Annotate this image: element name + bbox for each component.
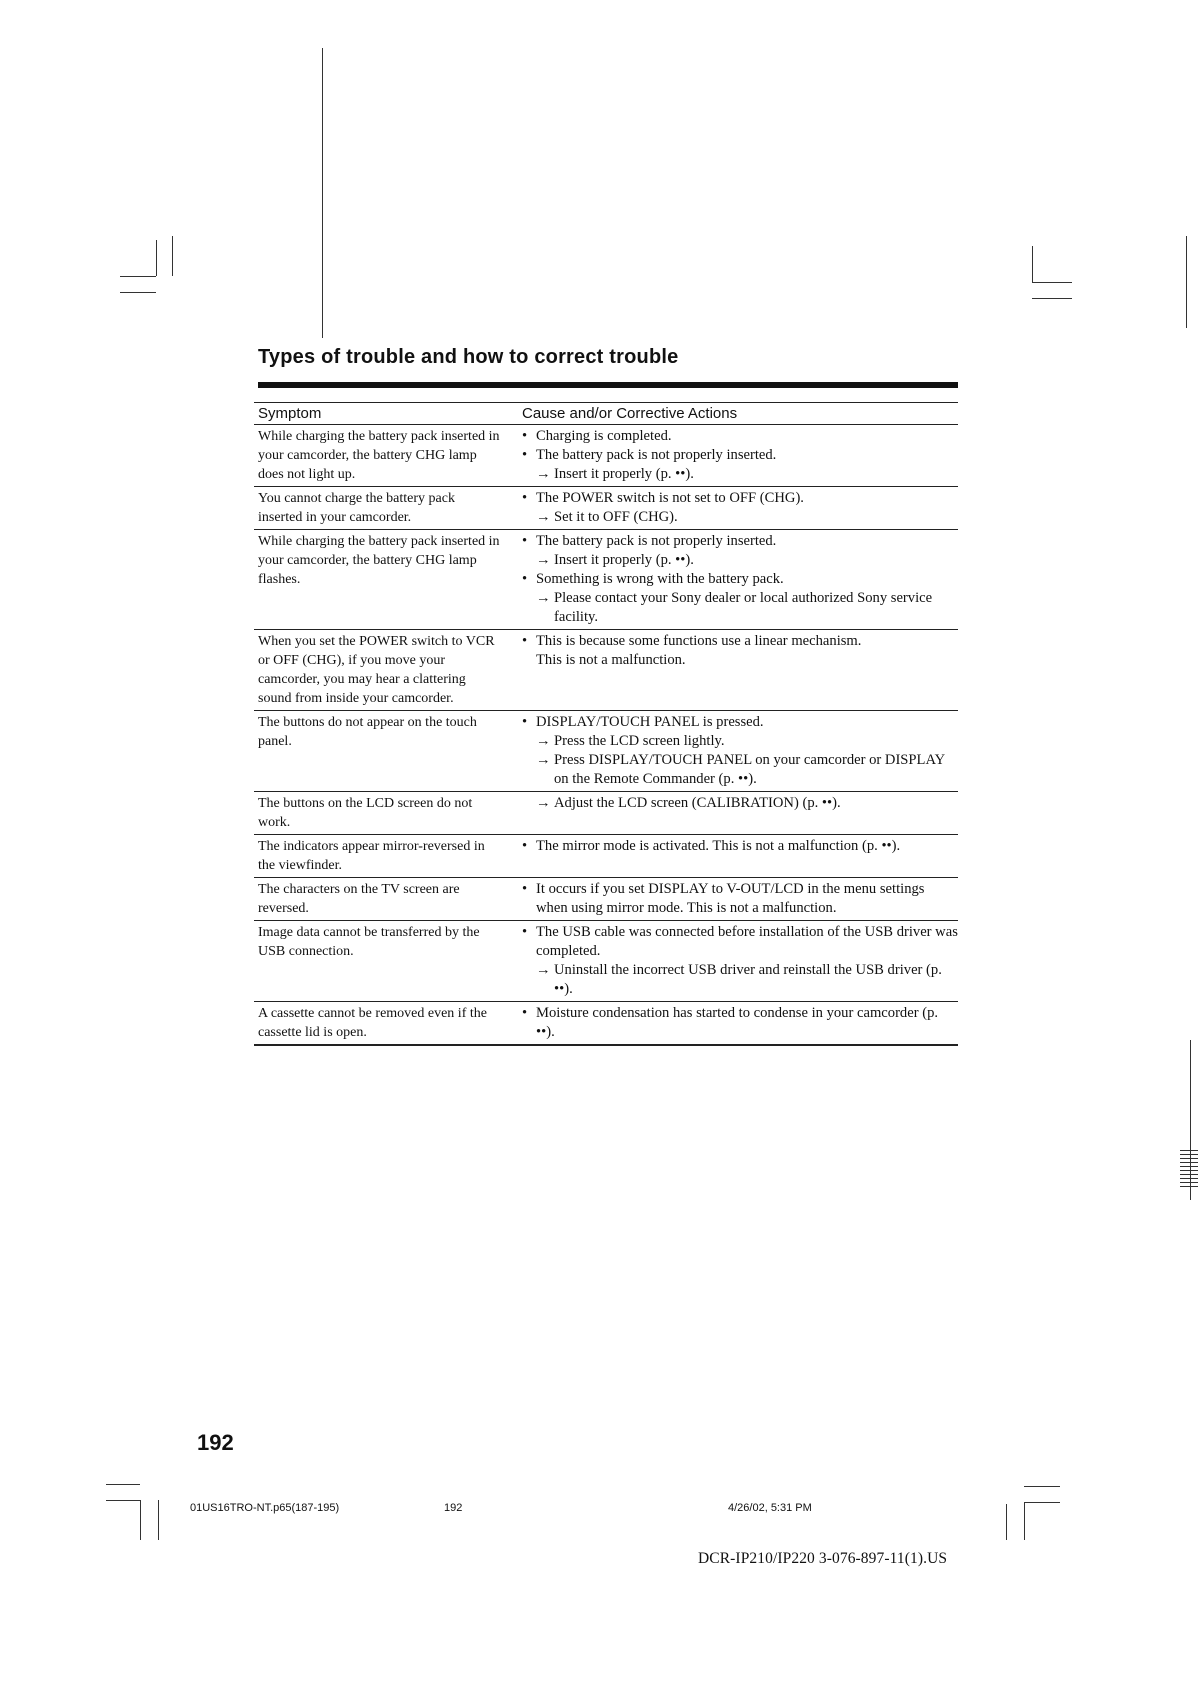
symptom-header: Symptom xyxy=(254,403,510,425)
symptom-cell: The characters on the TV screen are reversed. xyxy=(254,878,510,921)
cause-item xyxy=(522,713,958,732)
corrective-action xyxy=(522,465,958,484)
corrective-action xyxy=(522,589,958,627)
cause-cell xyxy=(510,835,958,878)
crop-mark xyxy=(120,276,156,277)
cause-text: DISPLAY/TOUCH PANEL is pressed. xyxy=(536,714,764,730)
cause-item xyxy=(522,570,958,589)
cause-cell xyxy=(510,630,958,711)
cause-cell xyxy=(510,1002,958,1046)
bullet-icon: • xyxy=(522,1005,528,1021)
crop-mark xyxy=(172,236,173,276)
crop-mark xyxy=(1024,1502,1060,1503)
cause-text: The battery pack is not properly inserted. xyxy=(536,533,777,549)
cause-text: The USB cable was connected before installation of the USB driver was completed. xyxy=(536,924,958,959)
symptom-cell: The buttons do not appear on the touch panel. xyxy=(254,711,510,792)
crop-mark xyxy=(1024,1502,1025,1540)
crop-mark xyxy=(156,240,157,276)
cause-item xyxy=(522,632,958,651)
footer-sheet-number: 192 xyxy=(444,1502,463,1514)
symptom-cell: While charging the battery pack inserted in your camcorder, the battery CHG lamp does not light up. xyxy=(254,425,510,487)
corrective-action xyxy=(522,551,958,570)
cause-text: This is because some functions use a linear mechanism. xyxy=(536,633,862,649)
title-rule xyxy=(258,382,958,388)
cause-text: Charging is completed. xyxy=(536,428,672,444)
table-row xyxy=(254,1002,958,1046)
table-row xyxy=(254,530,958,630)
crop-mark xyxy=(106,1500,140,1501)
cause-item xyxy=(522,446,958,465)
crop-mark xyxy=(140,1500,141,1540)
arrow-right-icon: → xyxy=(536,466,551,482)
crop-mark xyxy=(120,292,156,293)
cause-text: The mirror mode is activated. This is not a malfunction (p. ••). xyxy=(536,838,901,854)
cause-text: Set it to OFF (CHG). xyxy=(554,509,678,525)
cause-header: Cause and/or Corrective Actions xyxy=(510,403,958,425)
cause-cell xyxy=(510,711,958,792)
bullet-icon: • xyxy=(522,924,528,940)
symptom-cell: The buttons on the LCD screen do not work. xyxy=(254,792,510,835)
table-header-row xyxy=(254,403,958,425)
trouble-table-body xyxy=(254,425,958,1046)
cause-cell xyxy=(510,425,958,487)
arrow-right-icon: → xyxy=(536,590,551,606)
cause-cell xyxy=(510,878,958,921)
cause-cell xyxy=(510,921,958,1002)
registration-bar xyxy=(1180,1150,1198,1190)
crop-mark xyxy=(1024,1486,1060,1487)
corrective-action xyxy=(522,508,958,527)
crop-mark xyxy=(106,1484,140,1485)
table-row xyxy=(254,487,958,530)
page-title: Types of trouble and how to correct trouble xyxy=(258,346,679,368)
symptom-cell: When you set the POWER switch to VCR or OFF (CHG), if you move your camcorder, you may hear a clattering sound from inside your camcorder. xyxy=(254,630,510,711)
arrow-right-icon: → xyxy=(536,509,551,525)
arrow-right-icon: → xyxy=(536,733,551,749)
cause-text: Press the LCD screen lightly. xyxy=(554,733,725,749)
crop-mark xyxy=(1032,246,1033,282)
crop-mark xyxy=(1032,282,1072,283)
cause-text: Insert it properly (p. ••). xyxy=(554,552,694,568)
cause-cell xyxy=(510,530,958,630)
cause-item xyxy=(522,427,958,446)
bullet-icon: • xyxy=(522,571,528,587)
crop-mark xyxy=(158,1500,159,1540)
cause-text: Something is wrong with the battery pack. xyxy=(536,571,784,587)
cause-text: The battery pack is not properly inserted. xyxy=(536,447,777,463)
cause-cell xyxy=(510,792,958,835)
cause-item xyxy=(522,1004,958,1042)
arrow-right-icon: → xyxy=(536,752,551,768)
cause-item xyxy=(522,489,958,508)
cause-item xyxy=(522,880,958,918)
symptom-cell: The indicators appear mirror-reversed in the viewfinder. xyxy=(254,835,510,878)
cause-text: Uninstall the incorrect USB driver and reinstall the USB driver (p. ••). xyxy=(554,962,942,997)
cause-cell xyxy=(510,487,958,530)
bullet-icon: • xyxy=(522,633,528,649)
crop-mark xyxy=(1006,1504,1007,1540)
bullet-icon: • xyxy=(522,490,528,506)
bullet-icon: • xyxy=(522,714,528,730)
cause-text: Adjust the LCD screen (CALIBRATION) (p. ••). xyxy=(554,795,841,811)
cause-item xyxy=(522,532,958,551)
cause-item xyxy=(522,651,958,670)
cause-text: Moisture condensation has started to condense in your camcorder (p. ••). xyxy=(536,1005,939,1040)
cause-text: Insert it properly (p. ••). xyxy=(554,466,694,482)
corrective-action xyxy=(522,751,958,789)
footer-timestamp: 4/26/02, 5:31 PM xyxy=(728,1502,812,1514)
cause-item xyxy=(522,837,958,856)
symptom-cell: Image data cannot be transferred by the USB connection. xyxy=(254,921,510,1002)
cause-text: The POWER switch is not set to OFF (CHG). xyxy=(536,490,804,506)
corrective-action xyxy=(522,961,958,999)
table-row xyxy=(254,630,958,711)
corrective-action xyxy=(522,732,958,751)
bullet-icon: • xyxy=(522,533,528,549)
cause-text: It occurs if you set DISPLAY to V-OUT/LCD in the menu settings when using mirror mode. This is not a malfunction. xyxy=(536,881,925,916)
symptom-cell: While charging the battery pack inserted in your camcorder, the battery CHG lamp flashes. xyxy=(254,530,510,630)
corrective-action xyxy=(522,794,958,813)
bullet-icon: • xyxy=(522,881,528,897)
symptom-cell: You cannot charge the battery pack inserted in your camcorder. xyxy=(254,487,510,530)
footer-file-name: 01US16TRO-NT.p65(187-195) xyxy=(190,1502,340,1514)
table-row xyxy=(254,878,958,921)
crop-mark xyxy=(322,48,323,338)
bullet-icon: • xyxy=(522,447,528,463)
arrow-right-icon: → xyxy=(536,795,551,811)
bullet-icon: • xyxy=(522,428,528,444)
symptom-cell: A cassette cannot be removed even if the cassette lid is open. xyxy=(254,1002,510,1046)
table-row xyxy=(254,711,958,792)
bullet-icon: • xyxy=(522,838,528,854)
registration-bar xyxy=(1186,236,1187,328)
arrow-right-icon: → xyxy=(536,962,551,978)
cause-text: This is not a malfunction. xyxy=(536,652,686,668)
model-code: DCR-IP210/IP220 3-076-897-11(1).US xyxy=(698,1550,948,1567)
crop-mark xyxy=(1032,298,1072,299)
table-row xyxy=(254,921,958,1002)
cause-item xyxy=(522,923,958,961)
trouble-table xyxy=(254,402,958,1046)
page-number: 192 xyxy=(197,1430,234,1455)
table-row xyxy=(254,792,958,835)
table-row xyxy=(254,425,958,487)
cause-text: Press DISPLAY/TOUCH PANEL on your camcorder or DISPLAY on the Remote Commander (p. ••). xyxy=(554,752,945,787)
cause-text: Please contact your Sony dealer or local authorized Sony service facility. xyxy=(554,590,933,625)
table-row xyxy=(254,835,958,878)
arrow-right-icon: → xyxy=(536,552,551,568)
